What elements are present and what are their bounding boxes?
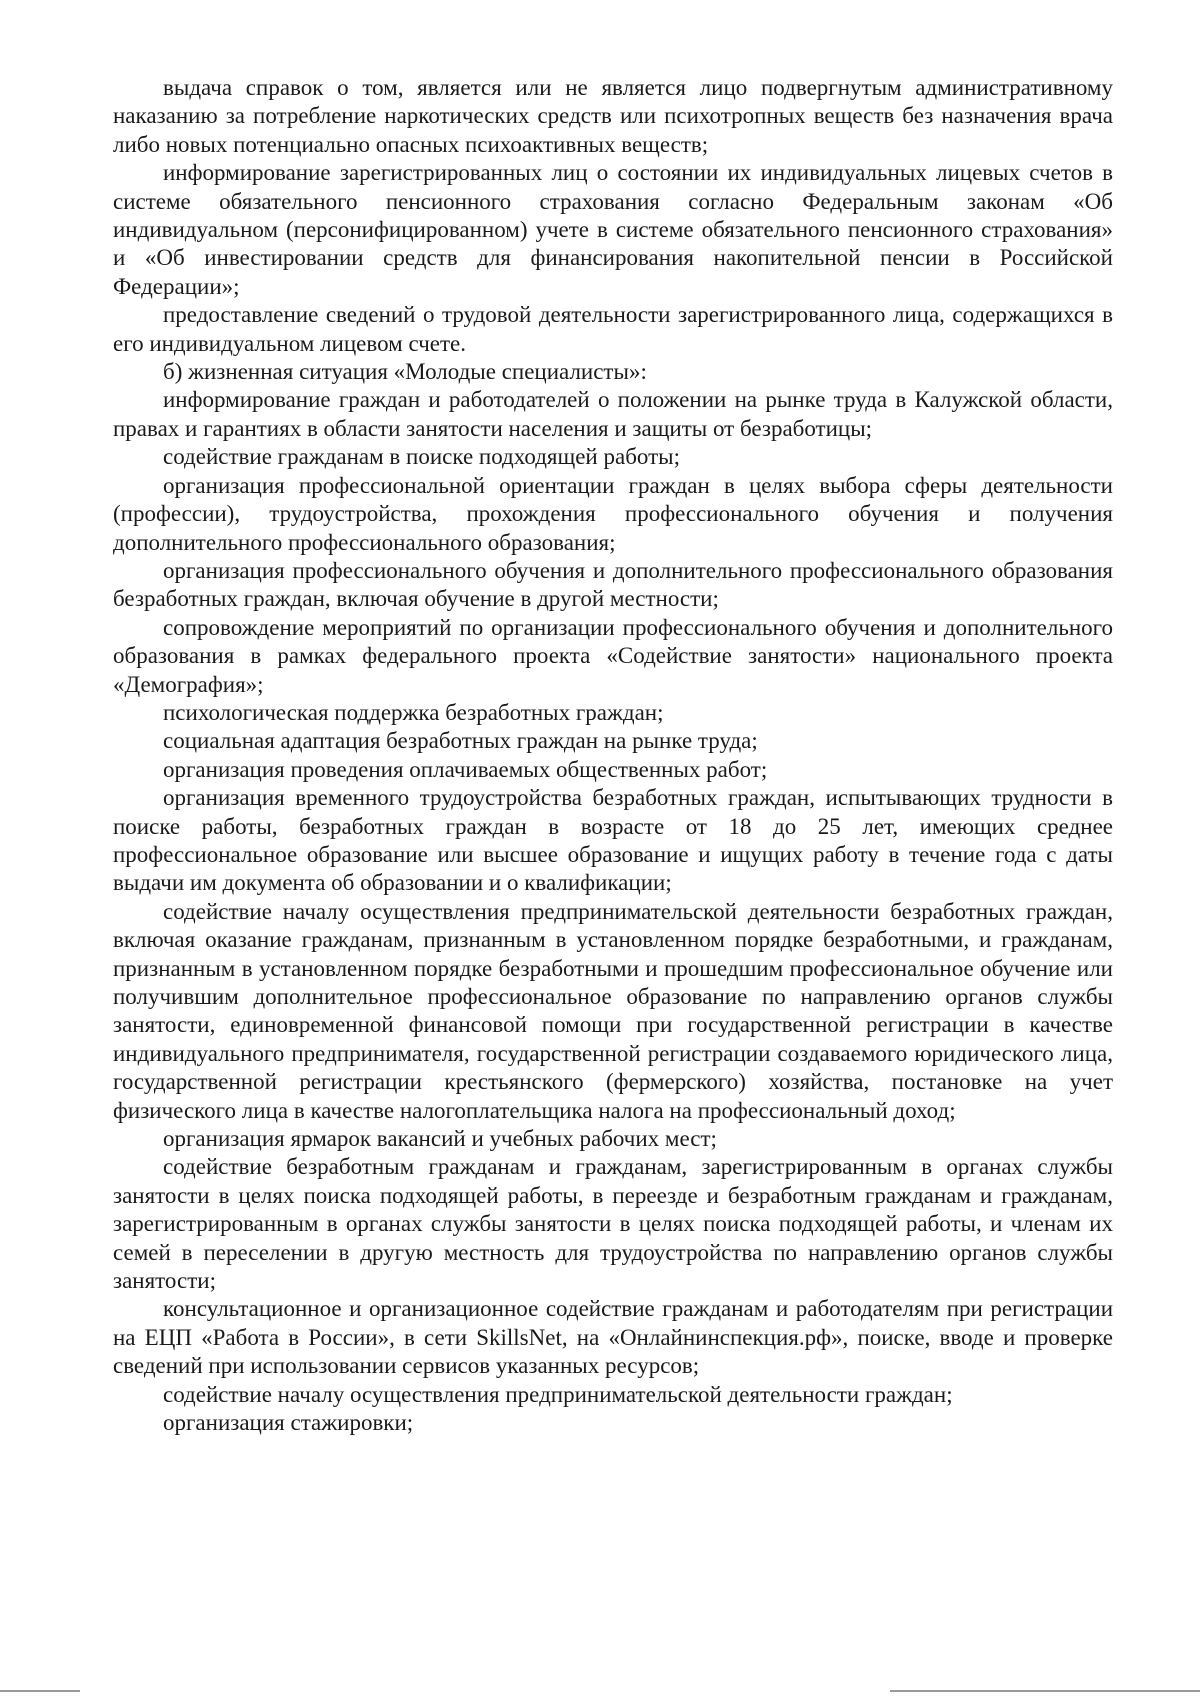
paragraph: информирование зарегистрированных лиц о состоянии их индивидуальных лицевых счетов в системе обязательного пенсионного страхования согласно Федеральным законам «Об индивидуальном (персонифицированном) учете в системе обязательного пенсионного страхования» и «Об инвестировании средств для финансирования накопительной пенсии в Российской Федерации»;: [113, 160, 1113, 299]
paragraph: предоставление сведений о трудовой деятельности зарегистрированного лица, содержащихся в его индивидуальном лицевом счете.: [113, 302, 1113, 356]
paragraph: организация профессиональной ориентации граждан в целях выбора сферы деятельности (профессии), трудоустройства, прохождения профессионального обучения и получения дополнительного профессионального образования;: [113, 472, 1113, 555]
paragraph: психологическая поддержка безработных граждан;: [163, 699, 664, 725]
paragraph: организация проведения оплачиваемых общественных работ;: [163, 756, 768, 782]
paragraph: организация временного трудоустройства безработных граждан, испытывающих трудности в поиске работы, безработных граждан в возрасте от 18 до 25 лет, имеющих среднее профессиональное образование или высшее образование и ищущих работу в течение года с даты выдачи им документа об образовании и о квалификации;: [113, 785, 1113, 896]
paragraph: выдача справок о том, является или не является лицо подвергнутым административному наказанию за потребление наркотических средств или психотропных веществ без назначения врача либо новых потенциально опасных психоактивных веществ;: [113, 75, 1113, 157]
paragraph: б) жизненная ситуация «Молодые специалисты»:: [163, 359, 647, 385]
paragraph: консультационное и организационное содействие гражданам и работодателям при регистрации на ЕЦП «Работа в России», в сети SkillsNet, на «Онлайнинспекция.рф», поиске, вводе и проверке сведений при использовании сервисов указанных ресурсов;: [113, 1296, 1113, 1379]
paragraph: содействие началу осуществления предпринимательской деятельности безработных граждан, включая оказание гражданам, признанным в установленном порядке безработными, и гражданам, признанным в установленном порядке безработными и прошедшим профессиональное обучение или получившим дополнительное профессиональное образование по направлению органов службы занятости, единовременной финансовой помощи при государственной регистрации в качестве индивидуального предпринимателя, государственной регистрации создаваемого юридического лица, государственной регистрации крестьянского (фермерского) хозяйства, постановке на учет физического лица в качестве налогоплательщика налога на профессиональный доход;: [113, 898, 1113, 1123]
scan-edge-mark: [0, 1690, 80, 1692]
scan-edge-mark: [890, 1690, 1200, 1692]
paragraph: информирование граждан и работодателей о положении на рынке труда в Калужской области, правах и гарантиях в области занятости населения и защиты от безработицы;: [113, 387, 1113, 441]
paragraph: содействие безработным гражданам и гражданам, зарегистрированным в органах службы занятости в целях поиска подходящей работы, в переезде и безработным гражданам и гражданам, зарегистрированным в органах службы занятости в целях поиска подходящей работы, и членам их семей в переселении в другую местность для трудоустройства по направлению органов службы занятости;: [113, 1154, 1113, 1294]
paragraph: социальная адаптация безработных граждан на рынке труда;: [163, 728, 758, 754]
paragraph: содействие началу осуществления предпринимательской деятельности граждан;: [163, 1381, 953, 1407]
paragraph: сопровождение мероприятий по организации профессионального обучения и дополнительного образования в рамках федерального проекта «Содействие занятости» национального проекта «Демография»;: [113, 614, 1113, 697]
paragraph: организация стажировки;: [163, 1410, 414, 1436]
paragraph: содействие гражданам в поиске подходящей работы;: [163, 444, 680, 470]
paragraph: организация ярмарок вакансий и учебных рабочих мест;: [163, 1126, 717, 1152]
paragraph: организация профессионального обучения и дополнительного профессионального образования безработных граждан, включая обучение в другой местности;: [113, 557, 1113, 612]
document-body: [113, 74, 1113, 1438]
